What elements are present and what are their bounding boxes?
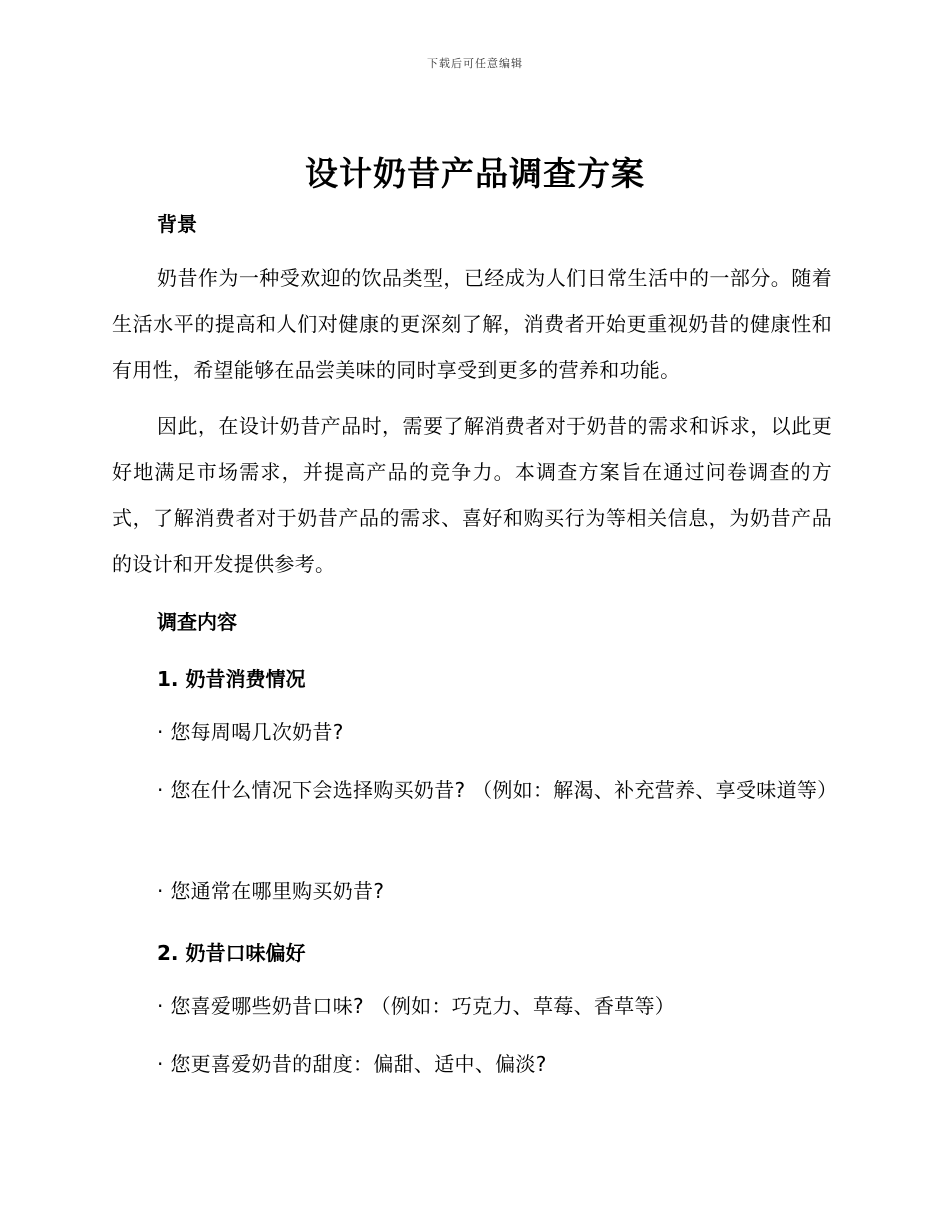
- survey-question: · 您在什么情况下会选择购买奶昔? （例如：解渴、补充营养、享受味道等）: [157, 778, 838, 802]
- survey-question: · 您更喜爱奶昔的甜度：偏甜、适中、偏淡?: [157, 1052, 547, 1076]
- page-header-note: 下载后可任意编辑: [427, 57, 523, 70]
- survey-question: · 您喜爱哪些奶昔口味? （例如：巧克力、草莓、香草等）: [157, 994, 676, 1018]
- paragraph: 奶昔作为一种受欢迎的饮品类型，已经成为人们日常生活中的一部分。随着生活水平的提高和人们对健康的更深刻了解，消费者开始更重视奶昔的健康性和有用性，希望能够在品尝美味的同时享受到更多的营养和功能。: [112, 266, 832, 382]
- subsection-heading: 2. 奶昔口味偏好: [157, 941, 306, 965]
- survey-question: · 您通常在哪里购买奶昔?: [157, 879, 385, 903]
- paragraph: 因此，在设计奶昔产品时，需要了解消费者对于奶昔的需求和诉求，以此更好地满足市场需求，并提高产品的竞争力。本调查方案旨在通过问卷调查的方式，了解消费者对于奶昔产品的需求、喜好和购买行为等相关信息，为奶昔产品的设计和开发提供参考。: [112, 414, 832, 576]
- survey-question: · 您每周喝几次奶昔?: [157, 720, 344, 744]
- section-heading-background: 背景: [157, 212, 197, 236]
- subsection-heading: 1. 奶昔消费情况: [157, 667, 306, 691]
- document-title: 设计奶昔产品调查方案: [305, 154, 645, 193]
- section-heading-content: 调查内容: [157, 610, 237, 634]
